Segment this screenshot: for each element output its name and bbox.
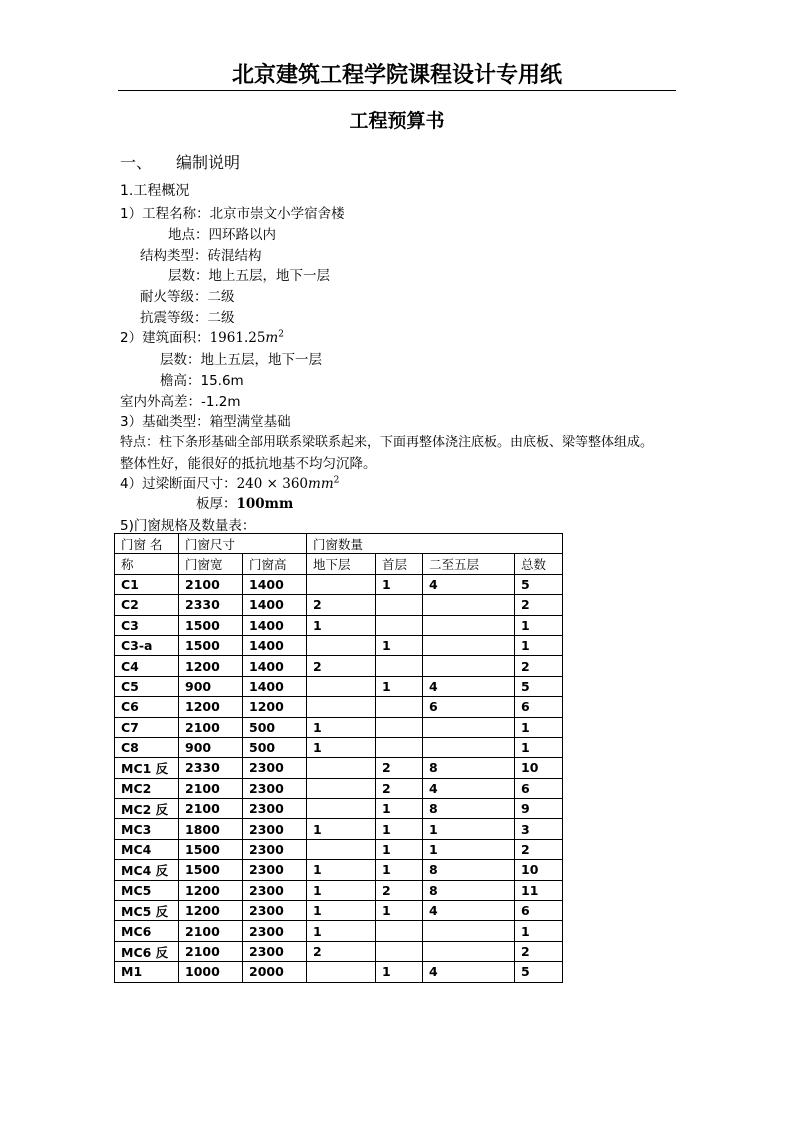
cell-first-floor: 1: [376, 819, 423, 839]
cell-basement: [307, 799, 376, 819]
cell-first-floor: [376, 737, 423, 757]
table-row: [115, 799, 563, 819]
cell-width: 2330: [179, 595, 243, 615]
table-row: [115, 717, 563, 737]
cell-floors-2-5: 4: [423, 676, 515, 696]
cell-name: MC3: [115, 819, 179, 839]
cell-floors-2-5: [423, 615, 515, 635]
cell-floors-2-5: [423, 717, 515, 737]
cell-total: 5: [515, 676, 563, 696]
cell-width: 900: [179, 737, 243, 757]
cell-total: 5: [515, 574, 563, 594]
cell-first-floor: 2: [376, 778, 423, 798]
slab-value: 100mm: [236, 496, 294, 512]
cell-name: C3-a: [115, 635, 179, 655]
cell-total: 6: [515, 778, 563, 798]
building-area-value: 1961.25: [209, 330, 266, 346]
cell-first-floor: 1: [376, 839, 423, 859]
cell-basement: [307, 962, 376, 982]
cell-floors-2-5: 6: [423, 697, 515, 717]
cell-basement: [307, 635, 376, 655]
cell-height: 1400: [243, 635, 307, 655]
cell-width: 900: [179, 676, 243, 696]
header-first-floor: 首层: [376, 554, 423, 574]
cell-first-floor: 1: [376, 799, 423, 819]
header-name-2: 称: [115, 554, 179, 574]
overview-title: 1.工程概况: [120, 183, 190, 199]
cell-floors-2-5: [423, 595, 515, 615]
cell-name: MC2: [115, 778, 179, 798]
cell-name: C3: [115, 615, 179, 635]
table-row: [115, 921, 563, 941]
table-row: [115, 819, 563, 839]
table-row: [115, 635, 563, 655]
cell-basement: 1: [307, 921, 376, 941]
cell-total: 2: [515, 839, 563, 859]
cell-width: 1500: [179, 635, 243, 655]
cell-name: C1: [115, 574, 179, 594]
cell-name: C6: [115, 697, 179, 717]
cell-first-floor: [376, 717, 423, 737]
table-row: [115, 615, 563, 635]
cell-height: 2300: [243, 921, 307, 941]
cell-width: 1200: [179, 697, 243, 717]
cell-floors-2-5: 8: [423, 880, 515, 900]
table-title: 5)门窗规格及数量表：: [120, 518, 256, 534]
cell-basement: 1: [307, 717, 376, 737]
cell-first-floor: [376, 656, 423, 676]
cell-basement: 2: [307, 595, 376, 615]
cell-height: 500: [243, 717, 307, 737]
cell-height: 1400: [243, 676, 307, 696]
cell-basement: [307, 839, 376, 859]
cell-height: 1400: [243, 595, 307, 615]
cell-basement: [307, 758, 376, 778]
header-total: 总数: [515, 554, 563, 574]
header-basement: 地下层: [307, 554, 376, 574]
cell-first-floor: 1: [376, 860, 423, 880]
cell-name: C4: [115, 656, 179, 676]
section-label: 编制说明: [176, 153, 241, 172]
table-row: [115, 839, 563, 859]
cell-height: 1400: [243, 574, 307, 594]
cell-floors-2-5: 8: [423, 799, 515, 819]
cell-basement: 1: [307, 615, 376, 635]
cell-name: C8: [115, 737, 179, 757]
cell-name: MC1 反: [115, 758, 179, 778]
location: 地点：四环路以内: [168, 227, 276, 243]
cell-first-floor: 1: [376, 962, 423, 982]
table-row: [115, 962, 563, 982]
height-difference: 室内外高差：-1.2m: [120, 394, 241, 410]
table-row: [115, 697, 563, 717]
cell-total: 6: [515, 901, 563, 921]
cell-height: 2300: [243, 901, 307, 921]
lintel-label: 4）过梁断面尺寸：: [120, 476, 237, 492]
cell-basement: [307, 697, 376, 717]
cell-first-floor: 2: [376, 758, 423, 778]
cell-width: 1500: [179, 615, 243, 635]
cell-basement: 2: [307, 656, 376, 676]
cell-floors-2-5: 1: [423, 819, 515, 839]
cell-floors-2-5: 1: [423, 839, 515, 859]
cell-height: 2300: [243, 758, 307, 778]
cell-name: MC2 反: [115, 799, 179, 819]
cell-total: 2: [515, 941, 563, 961]
cell-basement: 2: [307, 941, 376, 961]
cell-total: 6: [515, 697, 563, 717]
header-count: 门窗数量: [307, 534, 563, 554]
project-name: 1）工程名称：北京市崇文小学宿舍楼: [120, 206, 345, 222]
cell-total: 1: [515, 737, 563, 757]
header-width: 门窗宽: [179, 554, 243, 574]
cell-width: 1200: [179, 901, 243, 921]
cell-floors-2-5: 4: [423, 778, 515, 798]
cell-width: 1800: [179, 819, 243, 839]
header-floors-2-5: 二至五层: [423, 554, 515, 574]
cell-first-floor: [376, 697, 423, 717]
table-row: [115, 737, 563, 757]
cell-width: 1200: [179, 656, 243, 676]
cell-width: 2100: [179, 717, 243, 737]
cell-total: 5: [515, 962, 563, 982]
cell-floors-2-5: [423, 656, 515, 676]
cell-name: C5: [115, 676, 179, 696]
cell-first-floor: 2: [376, 880, 423, 900]
cell-total: 10: [515, 860, 563, 880]
eave-height: 檐高：15.6m: [160, 373, 244, 389]
table-row: [115, 595, 563, 615]
table-row: [115, 880, 563, 900]
building-area: [120, 326, 284, 346]
cell-height: 2300: [243, 778, 307, 798]
cell-name: MC6 反: [115, 941, 179, 961]
cell-basement: 1: [307, 860, 376, 880]
cell-floors-2-5: 4: [423, 574, 515, 594]
cell-total: 3: [515, 819, 563, 839]
cell-total: 2: [515, 595, 563, 615]
building-area-unit: m: [265, 330, 279, 346]
table-row: [115, 901, 563, 921]
cell-width: 2100: [179, 941, 243, 961]
lintel-value: 240 × 360: [236, 476, 309, 492]
lintel-unit: mm: [308, 476, 334, 492]
floors: 层数：地上五层，地下一层: [168, 268, 330, 284]
fire-rating: 耐火等级：二级: [140, 289, 235, 305]
section-heading: [120, 150, 240, 173]
cell-total: 11: [515, 880, 563, 900]
header-height: 门窗高: [243, 554, 307, 574]
cell-name: MC6: [115, 921, 179, 941]
cell-width: 2100: [179, 574, 243, 594]
structure-type: 结构类型：砖混结构: [140, 248, 262, 264]
cell-basement: 1: [307, 901, 376, 921]
foundation-type: 3）基础类型：箱型满堂基础: [120, 414, 291, 430]
cell-width: 1200: [179, 880, 243, 900]
cell-basement: 1: [307, 880, 376, 900]
cell-height: 1400: [243, 615, 307, 635]
cell-name: MC5 反: [115, 901, 179, 921]
table-row: [115, 778, 563, 798]
cell-total: 1: [515, 717, 563, 737]
cell-height: 2300: [243, 799, 307, 819]
cell-height: 2300: [243, 819, 307, 839]
cell-height: 2300: [243, 880, 307, 900]
cell-total: 1: [515, 921, 563, 941]
table-row: [115, 758, 563, 778]
cell-first-floor: 1: [376, 901, 423, 921]
cell-floors-2-5: [423, 941, 515, 961]
cell-first-floor: 1: [376, 676, 423, 696]
lintel-sup: 2: [333, 475, 340, 486]
cell-width: 2330: [179, 758, 243, 778]
cell-floors-2-5: [423, 635, 515, 655]
cell-first-floor: 1: [376, 574, 423, 594]
cell-first-floor: [376, 595, 423, 615]
cell-height: 2300: [243, 839, 307, 859]
cell-total: 10: [515, 758, 563, 778]
cell-first-floor: 1: [376, 635, 423, 655]
header-name-1: 门窗 名: [115, 534, 179, 554]
cell-width: 2100: [179, 799, 243, 819]
cell-floors-2-5: 8: [423, 860, 515, 880]
cell-name: C7: [115, 717, 179, 737]
cell-height: 1400: [243, 656, 307, 676]
cell-floors-2-5: 4: [423, 962, 515, 982]
cell-width: 1000: [179, 962, 243, 982]
slab-label: 板厚：: [196, 496, 237, 512]
cell-floors-2-5: [423, 737, 515, 757]
page-header: 北京建筑工程学院课程设计专用纸: [231, 62, 562, 88]
cell-basement: 1: [307, 819, 376, 839]
cell-basement: [307, 778, 376, 798]
document-title: 工程预算书: [349, 110, 445, 132]
cell-height: 500: [243, 737, 307, 757]
cell-height: 2300: [243, 860, 307, 880]
cell-first-floor: [376, 941, 423, 961]
table-row: [115, 860, 563, 880]
seismic-rating: 抗震等级：二级: [140, 310, 235, 326]
cell-name: MC5: [115, 880, 179, 900]
door-window-table: [114, 533, 563, 983]
cell-height: 2000: [243, 962, 307, 982]
cell-height: 1200: [243, 697, 307, 717]
cell-name: C2: [115, 595, 179, 615]
cell-total: 1: [515, 615, 563, 635]
section-number: 一、: [120, 153, 153, 172]
cell-name: MC4 反: [115, 860, 179, 880]
table-row: [115, 656, 563, 676]
cell-name: MC4: [115, 839, 179, 859]
building-area-label: 2）建筑面积：: [120, 330, 210, 346]
cell-width: 1500: [179, 839, 243, 859]
cell-total: 9: [515, 799, 563, 819]
header-rule: [118, 90, 676, 91]
cell-first-floor: [376, 921, 423, 941]
cell-first-floor: [376, 615, 423, 635]
cell-total: 2: [515, 656, 563, 676]
cell-width: 2100: [179, 778, 243, 798]
header-size: 门窗尺寸: [179, 534, 307, 554]
building-area-sup: 2: [278, 329, 284, 340]
lintel-section: [120, 472, 339, 492]
feature-line-1: 特点：柱下条形基础全部用联系梁联系起来，下面再整体浇注底板。由底板、梁等整体组成。: [120, 435, 654, 450]
cell-name: M1: [115, 962, 179, 982]
cell-floors-2-5: 8: [423, 758, 515, 778]
slab-thickness: [196, 492, 293, 512]
cell-floors-2-5: [423, 921, 515, 941]
feature-line-2: 整体性好，能很好的抵抗地基不均匀沉降。: [120, 456, 377, 472]
floors-2: 层数：地上五层，地下一层: [160, 352, 322, 368]
table-row: [115, 574, 563, 594]
table-row: [115, 941, 563, 961]
cell-width: 1500: [179, 860, 243, 880]
cell-floors-2-5: 4: [423, 901, 515, 921]
cell-basement: 1: [307, 737, 376, 757]
cell-width: 2100: [179, 921, 243, 941]
cell-basement: [307, 676, 376, 696]
cell-total: 1: [515, 635, 563, 655]
cell-height: 2300: [243, 941, 307, 961]
table-row: [115, 676, 563, 696]
cell-basement: [307, 574, 376, 594]
